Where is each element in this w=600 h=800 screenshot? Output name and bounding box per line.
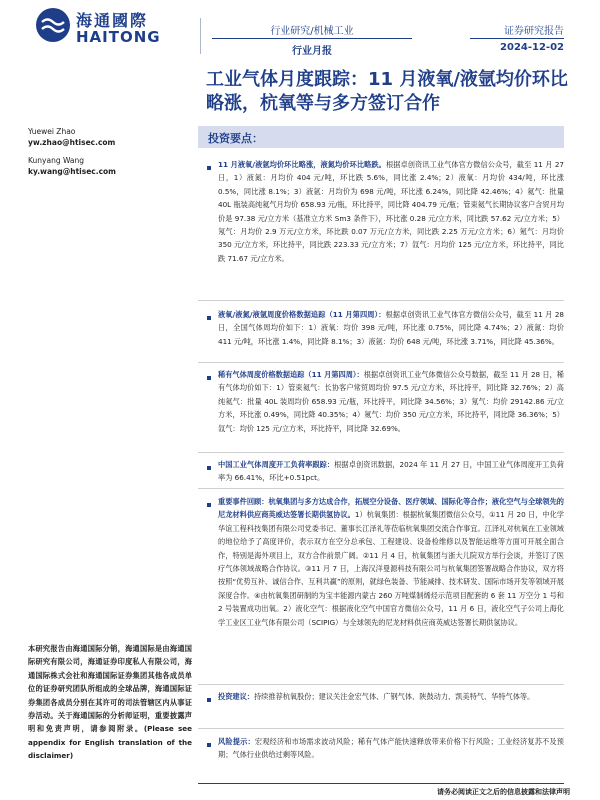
bullet-icon [207, 743, 211, 747]
divider [198, 300, 564, 301]
analyst-name: Kunyang Wang [28, 156, 85, 165]
bullet-icon [207, 376, 211, 380]
bullet-icon [207, 698, 211, 702]
invest-point-body: 1）杭氧集团：根据杭氧集团微信公众号，①11 月 20 日，中化学华谊工程科技集团有限公司党委书记、董事长江泽礼等莅临杭氧集团交流合作事宜。江泽礼对杭氧在工业领域的地位给予了高度评价，表示双方在空分总承包、工程建设、设备检维修以及智能运维等方面可开展全面合作，特别是海外项目上，双方合作前景广阔。②11 月 4 日，杭氧集团与浙大儿院双方举行会谈，并签订了医疗气体领域战略合作协议。③11 月 7 日，上海汉洋曼源科技有限公司与杭氧集团签署战略合作协议，双方将按照“优势互补、诚信合作、互利共赢”的原则，就绿色装备、节能减排、技术研发、国际市场开发等领域开展深度合作。④由杭氧集团研制的为宝丰能源内蒙古 260 万吨煤制烯烃示范项目配套的 6 套 11 万空分 1 号和 2 号装置成功出氧。2）液化空气：根据液化空气中国官方微信公众号，11 月 6 日，液化空气子公司上海化学工业区工业气体有限公司（SCIPIG）与全球领先的尼龙材料供应商英威达签署长期供氢协议。 [218, 510, 564, 627]
footer-rule [198, 783, 564, 784]
invest-point-7 [218, 735, 564, 762]
invest-point-highlight: 11 月液氧/液氩均价环比略涨，液氮均价环比略跌。 [218, 160, 386, 169]
invest-point-1 [218, 158, 564, 265]
invest-point-body: 宏观经济和市场需求波动风险；稀有气体产能快速释放带来价格下行风险；工业经济复苏不及预期；气体行业供给过剩等风险。 [218, 737, 564, 760]
header-rule-right [470, 38, 564, 39]
logo-english-name: HAITONG [76, 28, 161, 46]
invest-point-2 [218, 308, 564, 348]
bullet-icon [207, 503, 211, 507]
divider [198, 452, 564, 453]
invest-point-highlight: 稀有气体周度价格数据追踪（11 月第四周）： [218, 370, 364, 379]
header-divider [200, 18, 201, 54]
analyst-email[interactable]: ky.wang@htisec.com [28, 167, 116, 176]
logo-chinese-name: 海通國際 [76, 11, 149, 30]
report-date: 2024-12-02 [500, 42, 564, 53]
invest-point-5 [218, 495, 564, 629]
invest-point-body: 根据卓创资讯数据，2024 年 11 月 27 日，中国工业气体周度开工负荷率为 66.41%，环比+0.51pct。 [218, 460, 564, 483]
bullet-icon [207, 316, 211, 320]
analyst-email[interactable]: yw.zhao@htisec.com [28, 138, 116, 147]
invest-point-body: 根据卓创资讯工业气体微信公众号数据，截至 11 月 28 日，稀有气体均价如下：1）管束氦气：长协客户常贸周均价 97.5 元/立方米，环比持平，同比降 32.76%；2）高纯氦气：批量 40L 装周均价 658.93 元/瓶，环比持平，同比降 34.56%；3）氖气：均价 29142.86 元/立方米，环比涨 0.49%，同比降 40.35%；4）氪气：均价 350 元/立方米，环比持平，同比降 36.36%；5）氙气：均价 125 元/立方米，环比持平，同比降 32.69%。 [218, 370, 564, 433]
footer-notice: 请务必阅读正文之后的信息披露和法律声明 [437, 788, 570, 796]
invest-points-header [198, 126, 564, 148]
report-category: 行业研究/机械工业 [270, 26, 354, 37]
bullet-icon [207, 166, 211, 170]
invest-point-3 [218, 368, 564, 435]
invest-point-body: 持续推荐杭氧股份；建议关注金宏气体、广钢气体、陕鼓动力、凯美特气、华特气体等。 [253, 692, 535, 701]
report-kind: 证券研究报告 [504, 26, 564, 37]
divider [198, 362, 564, 363]
invest-point-highlight: 风险提示： [218, 737, 255, 746]
report-title: 工业气体月度跟踪：11 月液氧/液氩均价环比略涨，杭氧等与多方签订合作 [206, 69, 568, 114]
disclaimer-text: 本研究报告由海通国际分销，海通国际是由海通国际研究有限公司，海通证券印度私人有限公司，海通国际株式会社和海通国际证券集团其他各成员单位的证券研究团队所组成的全球品牌，海通国际证券集团各成员分别在其许可的司法管辖区内从事证券活动。关于海通国际的分析师证明，重要披露声明和免责声明，请参阅附录。(Please see appendix for English translation of the disclaimer) [28, 644, 192, 761]
invest-point-body: 根据卓创资讯工业气体官方微信公众号，截至 11 月 28 日，全国气体周均价如下：1）液氧：均价 398 元/吨，环比涨 0.75%，同比降 4.74%；2）液氮：均价 411 元/吨，环比涨 1.4%，同比降 8.1%；3）液氩：均价 648 元/吨，环比涨 3.71%，同比降 45.36%。 [218, 310, 564, 346]
report-type: 行业月报 [292, 46, 332, 57]
invest-point-highlight: 重要事件回顾：杭氧集团与多方达成合作，拓展空分设备、医疗领域、国际化等合作；液化空气与全球领先的尼龙材料供应商英威达签署长期供氢协议。 [218, 497, 564, 520]
invest-point-highlight: 液氧/液氮/液氩周度价格数据追踪（11 月第四周）： [218, 310, 386, 319]
invest-point-highlight: 投资建议： [218, 692, 254, 701]
bullet-icon [207, 466, 211, 470]
invest-point-4 [218, 458, 564, 485]
divider [198, 488, 564, 489]
analyst-name: Yuewei Zhao [28, 127, 76, 136]
invest-points-heading: 投资要点： [208, 132, 263, 145]
divider [198, 684, 564, 685]
invest-point-6 [218, 690, 564, 703]
haitong-logo-icon [36, 8, 70, 42]
header-rule [212, 38, 412, 39]
invest-point-highlight: 中国工业气体周度开工负荷率跟踪： [218, 460, 335, 469]
invest-point-body: 根据卓创资讯工业气体官方微信公众号，截至 11 月 27 日，1）液氮：月均价 404 元/吨，环比跌 5.6%，同比涨 2.4%；2）液氧：月均价 434/吨，环比涨 0.5%，同比涨 8.1%；3）液氩：月均价为 698 元/吨，环比涨 6.24%，同比降 42.46%；4）氦气：批量 40L 瓶装高纯氦气月均价 658.93 元/瓶，环比持平，同比降 404.79 元/瓶；管束氦气长期协议客户含贸月均价是 97.38 元/立方米（基准立方米 Sm3 条件下），环比涨 0.28 元/立方米，同比跌 57.62 元/立方米；5）氖气：月均价 2.9 万元/立方米，环比跌 0.07 万元/立方米，同比跌 2.25 万元/立方米；6）氪气：月均价 350 元/立方米，环比持平，同比跌 223.33 元/立方米；7）氙气：月均价 125 元/立方米，环比持平，同比跌 71.67 元/立方米。 [218, 160, 564, 263]
divider [198, 728, 564, 729]
